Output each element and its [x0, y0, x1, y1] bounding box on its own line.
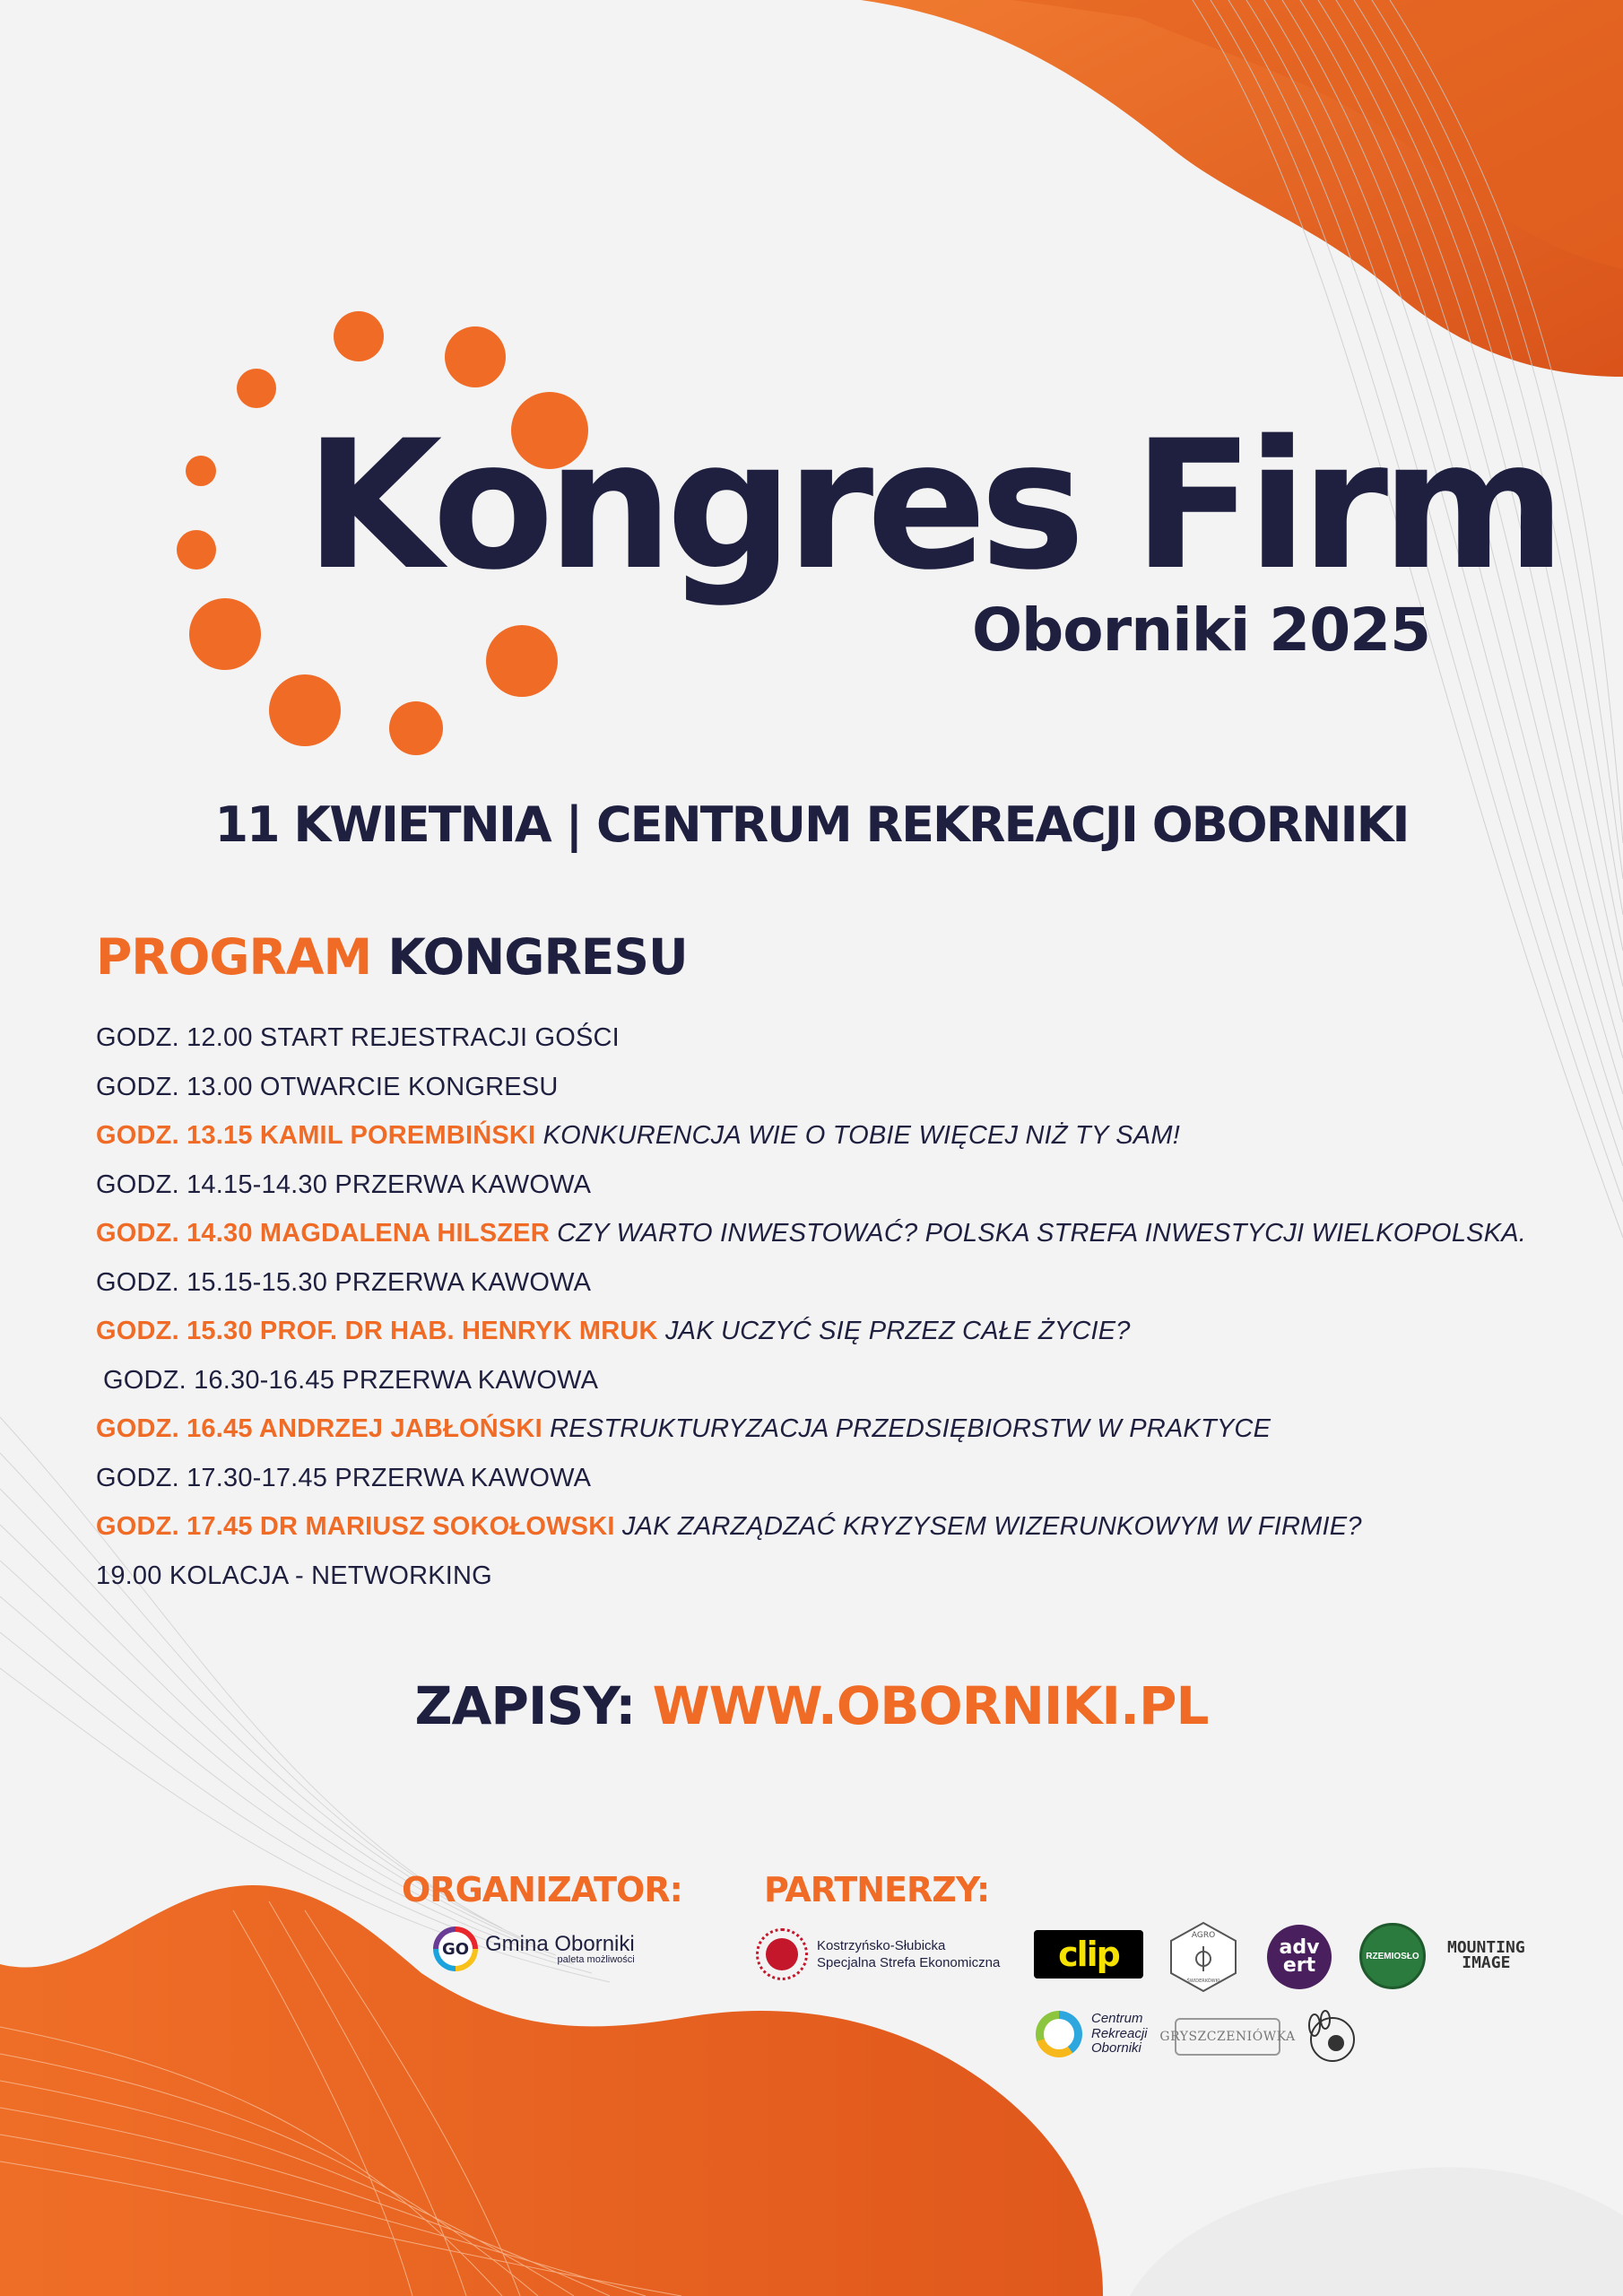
- program-heading: [96, 928, 688, 986]
- schedule-text: GODZ. 12.00 START REJESTRACJI GOŚCI: [96, 1023, 620, 1052]
- program-heading-accent: PROGRAM: [96, 928, 372, 986]
- gryszczeniowka-logo: [1159, 2018, 1296, 2056]
- schedule-item: [96, 1411, 1575, 1460]
- schedule-text: GODZ. 16.30-16.45 PRZERWA KAWOWA: [103, 1365, 599, 1395]
- schedule-text: 19.00 KOLACJA - NETWORKING: [96, 1561, 492, 1590]
- schedule-item: [96, 1460, 1575, 1509]
- schedule-topic: CZY WARTO INWESTOWAĆ? POLSKA STREFA INWESTYCJI WIELKOPOLSKA.: [557, 1219, 1527, 1248]
- schedule-item: [96, 1509, 1575, 1558]
- kssse-line2: Specjalna Strefa Ekonomiczna: [817, 1955, 1001, 1970]
- schedule-item: [96, 1313, 1575, 1362]
- schedule-item: [96, 1167, 1575, 1216]
- agro-top-text: AGRO: [1191, 1931, 1216, 1940]
- schedule-text: GODZ. 17.30-17.45 PRZERWA KAWOWA: [96, 1463, 592, 1492]
- gmina-oborniki-logo: [433, 1926, 635, 1971]
- schedule-speaker: GODZ. 16.45 ANDRZEJ JABŁOŃSKI: [96, 1414, 542, 1443]
- centrum-line3: Oborniki: [1091, 2040, 1141, 2057]
- go-ring-icon: [433, 1926, 478, 1971]
- clip-group-logo: [1034, 1930, 1143, 1979]
- centrum-rekreacji-logo: [1036, 2011, 1148, 2057]
- logo-title: Kongres Firm: [305, 402, 1559, 609]
- schedule-topic: KONKURENCJA WIE O TOBIE WIĘCEJ NIŻ TY SAM!: [542, 1121, 1180, 1150]
- signup-line: [0, 1675, 1623, 1736]
- bistro-bowling-logo: [1297, 2007, 1363, 2070]
- schedule-topic: JAK UCZYĆ SIĘ PRZEZ CAŁE ŻYCIE?: [664, 1317, 1131, 1345]
- rzemioslo-text: RZEMIOSŁO: [1366, 1951, 1419, 1961]
- kssse-line1: Kostrzyńsko-Słubicka: [817, 1937, 946, 1953]
- signup-url-link[interactable]: WWW.OBORNIKI.PL: [652, 1675, 1209, 1736]
- advert-logo: [1267, 1925, 1332, 1989]
- schedule-item: [96, 1362, 1575, 1412]
- schedule-speaker: GODZ. 17.45 DR MARIUSZ SOKOŁOWSKI: [96, 1512, 615, 1541]
- schedule-text: GODZ. 13.00 OTWARCIE KONGRESU: [96, 1072, 559, 1101]
- schedule-speaker: GODZ. 15.30 PROF. DR HAB. HENRYK MRUK: [96, 1317, 658, 1345]
- mounting-line2: IMAGE: [1462, 1953, 1511, 1973]
- organizer-name: Gmina Oborniki: [485, 1931, 635, 1956]
- organizer-tagline: paleta możliwości: [557, 1953, 635, 1965]
- schedule-speaker: GODZ. 14.30 MAGDALENA HILSZER: [96, 1219, 550, 1248]
- rzemioslo-logo: [1359, 1923, 1426, 1989]
- logo-subtitle: Oborniki 2025: [971, 596, 1430, 665]
- go-mark: GO: [438, 1932, 473, 1966]
- centrum-drop-icon: [1036, 2011, 1082, 2057]
- schedule-text: GODZ. 14.15-14.30 PRZERWA KAWOWA: [96, 1170, 592, 1199]
- schedule-item: [96, 1020, 1575, 1069]
- advert-line2: ert: [1282, 1954, 1316, 1977]
- centrum-line2: Rekreacji: [1091, 2025, 1148, 2041]
- schedule-topic: RESTRUKTURYZACJA PRZEDSIĘBIORSTW W PRAKTYCE: [550, 1414, 1271, 1443]
- agro-bottom-text: ŚWIDERKÓWKI: [1186, 1979, 1220, 1984]
- clip-text: clip: [1058, 1935, 1119, 1974]
- signup-label: ZAPISY:: [414, 1675, 636, 1736]
- agro-swiderkowki-logo: [1167, 1921, 1239, 1993]
- gryszczeniowka-text: GRYSZCZENIÓWKA: [1159, 2030, 1296, 2044]
- program-heading-rest: KONGRESU: [387, 928, 688, 986]
- schedule-topic: JAK ZARZĄDZAĆ KRYZYSEM WIZERUNKOWYM W FIRMIE?: [621, 1512, 1362, 1541]
- mounting-line1: MOUNTING: [1447, 1938, 1525, 1957]
- program-schedule: [96, 1020, 1575, 1606]
- kssse-logo: [756, 1928, 1000, 1980]
- partners-label: PARTNERZY:: [764, 1870, 990, 1909]
- advert-line1: adv: [1279, 1936, 1320, 1960]
- schedule-item: [96, 1069, 1575, 1118]
- centrum-line1: Centrum: [1091, 2011, 1143, 2027]
- schedule-item: [96, 1215, 1575, 1265]
- schedule-item: [96, 1118, 1575, 1167]
- schedule-item: [96, 1265, 1575, 1314]
- event-date-venue: 11 KWIETNIA | CENTRUM REKREACJI OBORNIKI: [214, 796, 1409, 853]
- organizer-label: ORGANIZATOR:: [402, 1870, 682, 1909]
- kongres-logo: [170, 309, 1559, 758]
- mounting-image-logo: [1447, 1938, 1525, 1973]
- schedule-item: [96, 1558, 1575, 1607]
- schedule-text: GODZ. 15.15-15.30 PRZERWA KAWOWA: [96, 1267, 592, 1297]
- kssse-emblem-icon: [756, 1928, 808, 1980]
- schedule-speaker: GODZ. 13.15 KAMIL POREMBIŃSKI: [96, 1121, 536, 1150]
